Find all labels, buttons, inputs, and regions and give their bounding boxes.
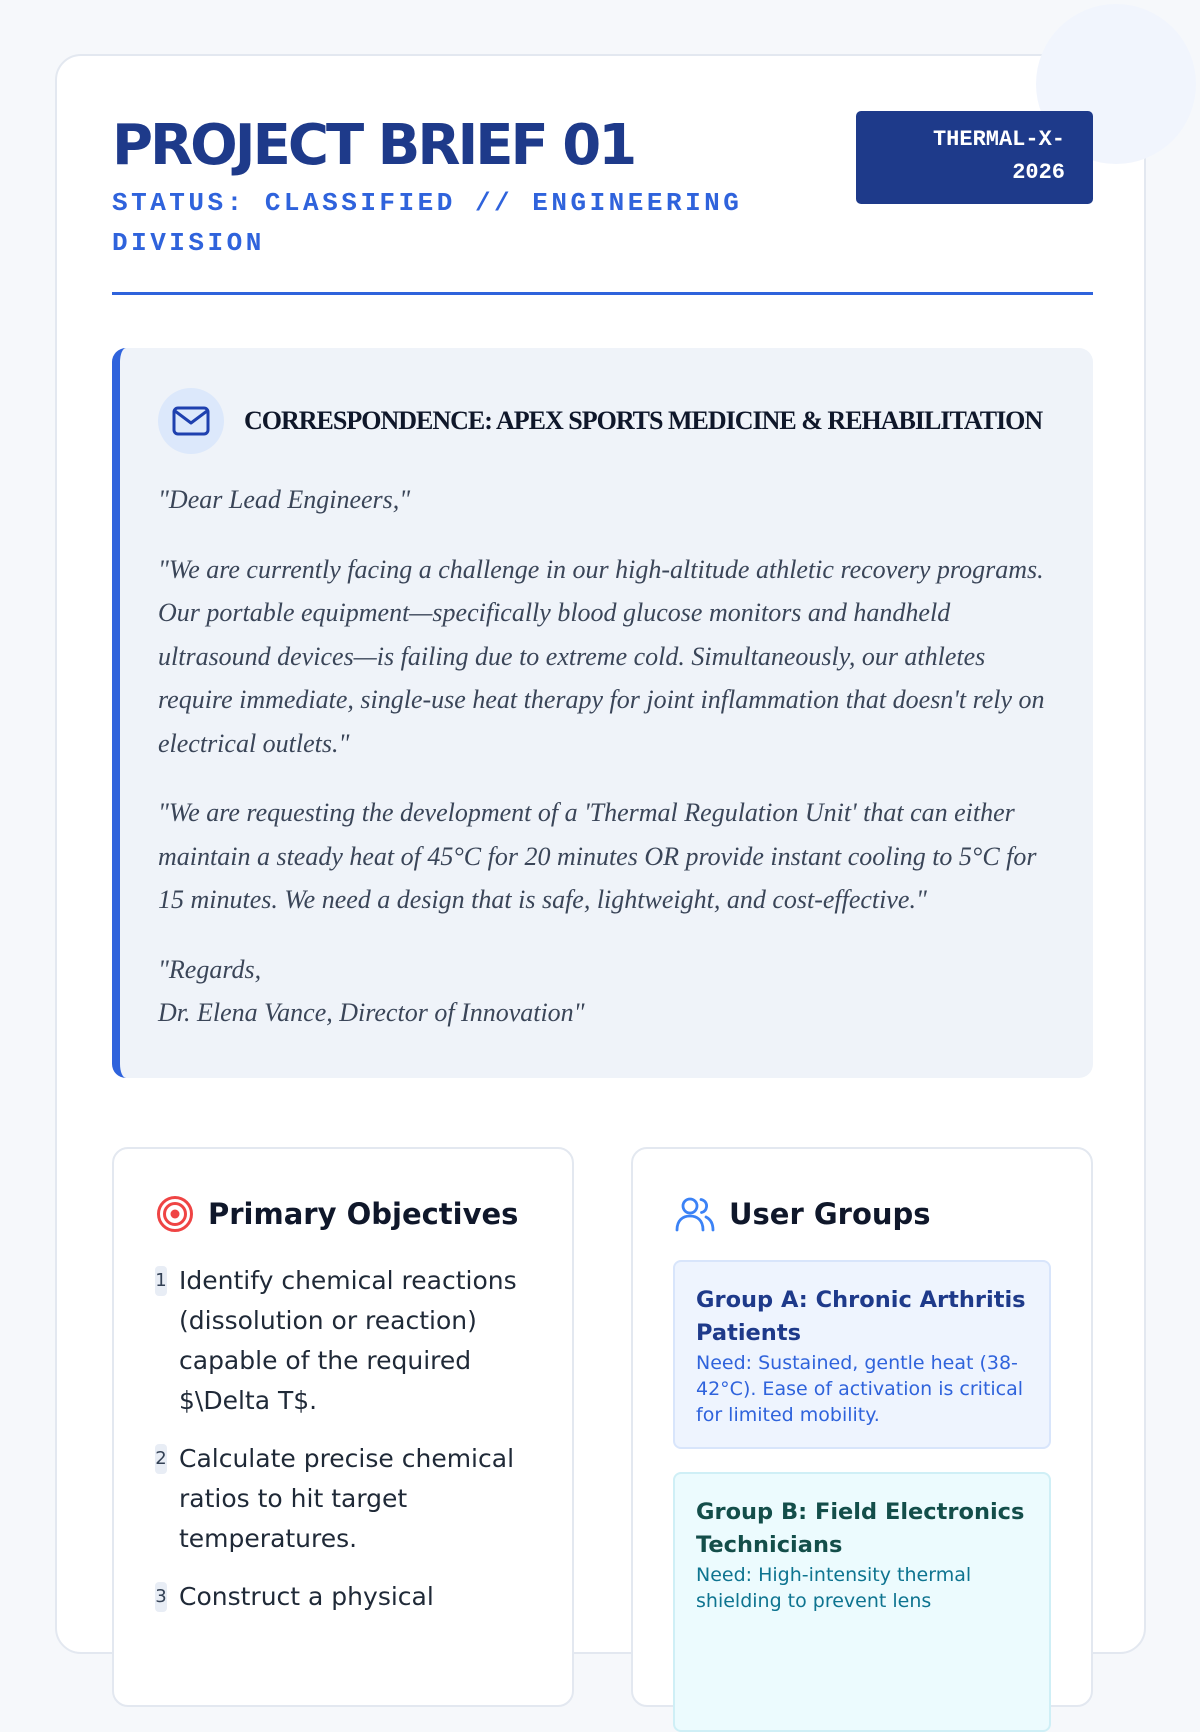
objectives-header	[156, 1195, 518, 1233]
list-item	[155, 1439, 535, 1559]
user-groups-panel	[631, 1147, 1093, 1707]
letter-paragraph-1: "We are currently facing a challenge in our high-altitude athletic recovery programs. Our portable equipment—specifically blood glucose monitors and handheld ultrasound devices—is failing due to extreme cold. Simultaneously, our athletes require immediate, single-use heat therapy for joint inflammation that doesn't rely on electrical outlets."	[158, 554, 1045, 758]
page-title: PROJECT BRIEF 01	[112, 113, 635, 178]
project-brief-card	[55, 54, 1146, 1654]
group-title: Group A: Chronic Arthritis Patients	[696, 1287, 1026, 1346]
letter-body	[158, 478, 1058, 1035]
users-icon	[675, 1195, 715, 1233]
list-item	[155, 1577, 535, 1617]
objective-text: Construct a physical	[179, 1582, 434, 1611]
objective-number: 1	[155, 1266, 167, 1296]
user-group-card	[673, 1472, 1051, 1732]
letter-signature: Dr. Elena Vance, Director of Innovation"	[158, 998, 585, 1027]
user-groups-header	[675, 1195, 931, 1233]
objective-text: Calculate precise chemical ratios to hit target temperatures.	[179, 1444, 515, 1553]
target-icon	[156, 1195, 194, 1233]
list-item	[155, 1261, 535, 1421]
objective-number: 3	[155, 1582, 167, 1612]
user-group-card	[673, 1260, 1051, 1449]
status-subtitle: STATUS: CLASSIFIED // ENGINEERING DIVISION	[112, 188, 743, 258]
group-title: Group B: Field Electronics Technicians	[696, 1499, 1025, 1558]
letter-paragraph-2: "We are requesting the development of a 'Thermal Regulation Unit' that can either maintain a steady heat of 45°C for 20 minutes OR provide instant cooling to 5°C for 15 minutes. We need a design that is safe, lightweight, and cost-effective."	[158, 798, 1037, 914]
letter-closing: "Regards,	[158, 954, 262, 984]
group-need: Need: Sustained, gentle heat (38-42°C). Ease of activation is critical for limited mobility.	[696, 1352, 1024, 1426]
project-code-badge: THERMAL-X-2026	[856, 111, 1093, 204]
correspondence-block	[112, 348, 1093, 1078]
mail-icon	[158, 388, 224, 454]
objectives-panel	[112, 1147, 574, 1707]
header-divider	[112, 292, 1093, 295]
objectives-list	[155, 1261, 535, 1635]
correspondence-heading: CORRESPONDENCE: APEX SPORTS MEDICINE & REHABILITATION	[244, 406, 1043, 435]
letter-greeting: "Dear Lead Engineers,"	[158, 485, 411, 514]
objectives-title: Primary Objectives	[208, 1197, 519, 1231]
user-groups-title: User Groups	[729, 1197, 931, 1231]
objective-number: 2	[155, 1444, 167, 1474]
objective-text: Identify chemical reactions (dissolution or reaction) capable of the required $\Delta T$.	[179, 1266, 517, 1415]
group-need: Need: High-intensity thermal shielding to prevent lens	[696, 1564, 972, 1612]
